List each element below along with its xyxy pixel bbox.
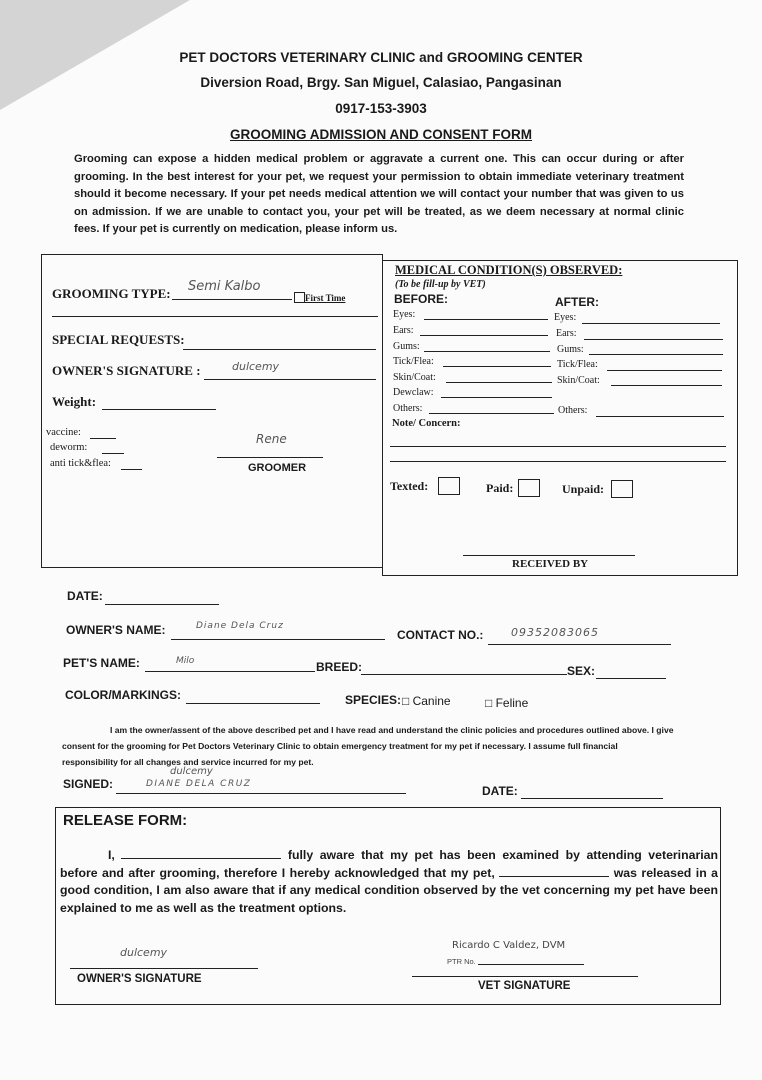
paid-checkbox[interactable] — [518, 479, 540, 497]
contact-label: CONTACT NO.: — [397, 628, 484, 642]
special-requests-line[interactable] — [183, 349, 376, 350]
deworm-label: deworm: — [50, 442, 88, 453]
first-time-label: First Time — [305, 293, 346, 303]
grooming-type-label: GROOMING TYPE: — [52, 286, 171, 301]
color-label: COLOR/MARKINGS: — [65, 688, 181, 702]
consent-text: I am the owner/assent of the above described pet and I have read and understand the clinic policies and procedures outlined above. I give consent for the grooming for Pet Doctors Veterinary Clinic to obtain emergency treatment for my pet if necessary. I assume full financial responsibility for all changes and service incurred for my pet. — [62, 725, 674, 767]
before-skin-label: Skin/Coat: — [393, 372, 436, 383]
after-eyes-line[interactable] — [582, 323, 720, 324]
vaccine-line[interactable] — [90, 438, 116, 439]
release-part1: fully aware that my pet has been examined by attending veterinarian before and after grooming, therefore I hereby acknowledged that my pet, — [60, 848, 719, 880]
date-label: DATE: — [67, 589, 103, 603]
breed-line[interactable] — [361, 674, 567, 675]
medical-title: MEDICAL CONDITION(S) OBSERVED: — [395, 263, 623, 277]
signed-scribble: dulcemy — [170, 766, 213, 777]
breed-label: BREED: — [316, 660, 363, 674]
after-tick-label: Tick/Flea: — [557, 359, 598, 370]
after-others-line[interactable] — [596, 416, 724, 417]
before-label: BEFORE: — [394, 292, 448, 306]
received-by-label: RECEIVED BY — [512, 558, 589, 570]
owner-signature-value: dulcemy — [232, 360, 280, 373]
after-gums-label: Gums: — [557, 344, 584, 355]
canine-option[interactable]: □ Canine — [402, 694, 451, 708]
consent-paragraph — [62, 722, 674, 770]
before-gums-label: Gums: — [393, 341, 420, 352]
owner-name-value: Diane Dela Cruz — [196, 621, 284, 631]
sex-label: SEX: — [567, 664, 596, 678]
grooming-extra-line[interactable] — [52, 316, 378, 317]
weight-label: Weight: — [52, 394, 97, 409]
owner-signature-label: OWNER'S SIGNATURE : — [52, 363, 201, 378]
release-owner-label: OWNER'S SIGNATURE — [77, 973, 202, 985]
grooming-type-value: Semi Kalbo — [188, 279, 261, 294]
release-i: I, — [108, 848, 115, 862]
note-label: Note/ Concern: — [392, 418, 461, 429]
before-skin-line[interactable] — [446, 382, 552, 383]
note-line-2[interactable] — [390, 461, 726, 462]
owner-name-line[interactable] — [171, 639, 385, 640]
before-eyes-label: Eyes: — [393, 309, 416, 320]
before-tick-line[interactable] — [443, 366, 551, 367]
before-ears-label: Ears: — [393, 325, 414, 336]
before-dewclaw-label: Dewclaw: — [393, 387, 434, 398]
before-gums-line[interactable] — [424, 351, 550, 352]
anti-tick-label: anti tick&flea: — [50, 458, 111, 469]
pet-name-value: Milo — [176, 656, 195, 666]
clinic-name: PET DOCTORS VETERINARY CLINIC and GROOMING CENTER — [179, 50, 583, 65]
before-ears-line[interactable] — [420, 335, 548, 336]
signed-line[interactable] — [116, 793, 406, 794]
release-title: RELEASE FORM: — [63, 812, 188, 829]
texted-label: Texted: — [390, 479, 429, 493]
feline-option[interactable]: □ Feline — [485, 696, 529, 710]
after-ears-label: Ears: — [556, 328, 577, 339]
first-time-checkbox[interactable] — [294, 292, 305, 303]
after-ears-line[interactable] — [584, 339, 723, 340]
vet-name: Ricardo C Valdez, DVM — [452, 940, 566, 951]
vet-signature-line[interactable] — [412, 976, 638, 977]
sex-line[interactable] — [596, 678, 666, 679]
after-others-label: Others: — [558, 405, 588, 416]
unpaid-label: Unpaid: — [562, 482, 605, 496]
note-line-1[interactable] — [390, 446, 726, 447]
weight-line[interactable] — [102, 409, 216, 410]
contact-value: 09352083065 — [511, 626, 599, 639]
before-others-label: Others: — [393, 403, 423, 414]
groomer-signature: Rene — [256, 432, 287, 446]
release-paragraph — [60, 847, 718, 917]
before-others-line[interactable] — [429, 413, 554, 414]
date-line[interactable] — [105, 604, 219, 605]
after-eyes-label: Eyes: — [554, 312, 577, 323]
release-pet-line[interactable] — [499, 865, 609, 877]
medical-subtitle: (To be fill-up by VET) — [395, 279, 486, 290]
before-tick-label: Tick/Flea: — [393, 356, 434, 367]
signed-date-line[interactable] — [521, 798, 663, 799]
anti-tick-line[interactable] — [121, 469, 142, 470]
paid-label: Paid: — [486, 481, 514, 495]
ptr-line[interactable] — [478, 964, 584, 965]
owner-signature-line[interactable] — [204, 379, 376, 380]
texted-checkbox[interactable] — [438, 477, 460, 495]
release-owner-scribble: dulcemy — [120, 946, 168, 959]
groomer-label: GROOMER — [248, 462, 307, 474]
intro-paragraph: Grooming can expose a hidden medical problem or aggravate a current one. This can occur during or after grooming. In the best interest for your pet, we request your permission to obtain immediate veterinary treatment should it become necessary. If your pet needs medical attention we will contact your number that was given to us on admission. If we are unable to contact you, your pet will be treated, as we deem necessary at normal clinic fees. If your pet is currently on medication, please inform us. — [74, 153, 684, 236]
deworm-line[interactable] — [102, 453, 124, 454]
grooming-type-line[interactable] — [172, 299, 292, 300]
vaccine-label: vaccine: — [46, 427, 81, 438]
after-skin-line[interactable] — [611, 385, 722, 386]
special-requests-label: SPECIAL REQUESTS: — [52, 332, 185, 347]
release-owner-line[interactable] — [70, 968, 258, 969]
species-label: SPECIES: — [345, 693, 402, 707]
signed-value: DIANE DELA CRUZ — [146, 779, 252, 789]
unpaid-checkbox[interactable] — [611, 480, 633, 498]
color-line[interactable] — [186, 703, 320, 704]
release-part2: was released in a good condition, I am also aware that if any medical condition observed by the vet concerning my pet have been explained to me as well as the treatment options. — [60, 865, 719, 915]
pet-name-line[interactable] — [145, 671, 315, 672]
groomer-line[interactable] — [217, 457, 323, 458]
clinic-phone: 0917-153-3903 — [335, 101, 427, 116]
ptr-label: PTR No. — [447, 957, 476, 966]
owner-name-label: OWNER'S NAME: — [66, 623, 166, 637]
after-tick-line[interactable] — [607, 370, 722, 371]
signed-date-label: DATE: — [482, 784, 518, 798]
after-skin-label: Skin/Coat: — [557, 375, 600, 386]
before-dewclaw-line[interactable] — [441, 397, 552, 398]
after-label: AFTER: — [555, 295, 599, 309]
release-name-line[interactable] — [121, 847, 281, 859]
form-title: GROOMING ADMISSION AND CONSENT FORM — [230, 127, 532, 142]
signed-label: SIGNED: — [63, 777, 114, 791]
received-by-line[interactable] — [463, 555, 635, 556]
clinic-address: Diversion Road, Brgy. San Miguel, Calasiao, Pangasinan — [200, 75, 562, 90]
contact-line[interactable] — [488, 644, 671, 645]
pet-name-label: PET'S NAME: — [63, 656, 140, 670]
before-eyes-line[interactable] — [424, 319, 548, 320]
vet-signature-label: VET SIGNATURE — [478, 980, 571, 992]
after-gums-line[interactable] — [589, 354, 723, 355]
